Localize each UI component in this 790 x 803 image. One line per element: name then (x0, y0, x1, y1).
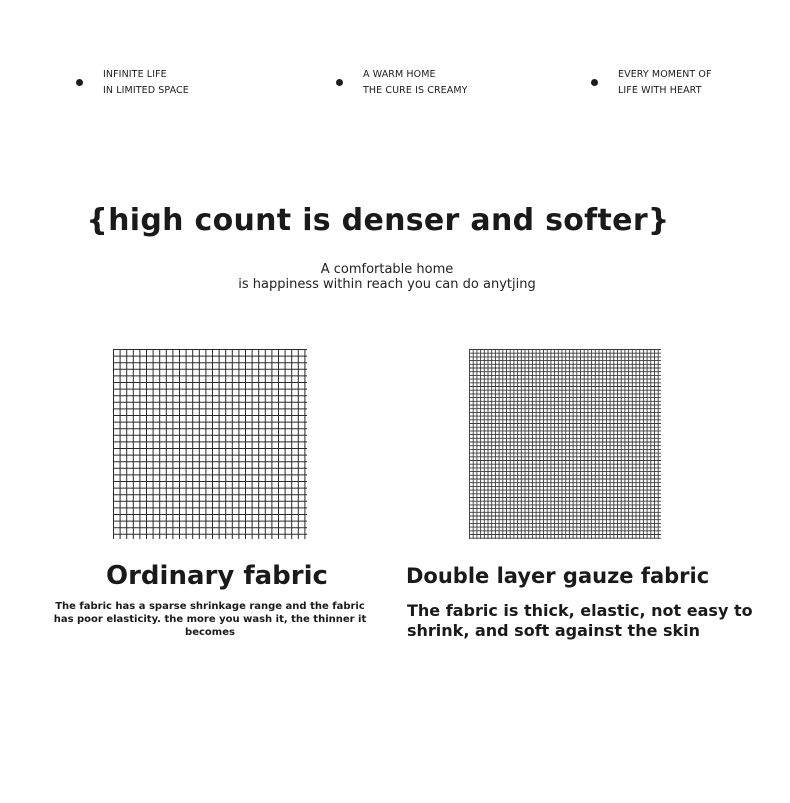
tagline-line: INFINITE LIFE (103, 69, 167, 80)
ordinary-fabric-title: Ordinary fabric (106, 561, 328, 591)
ordinary-fabric-description: The fabric has a sparse shrinkage range and the fabric has poor elasticity. the more you wash it, the thinner it becomes (53, 601, 367, 638)
gauze-fabric-title: Double layer gauze fabric (406, 564, 710, 588)
bullet-dot (76, 79, 83, 86)
tagline-warm-home (336, 67, 468, 99)
tagline-every-moment (591, 67, 712, 99)
subheadline-line: is happiness within reach you can do anytjing (238, 277, 536, 292)
headline: {high count is denser and softer} (86, 203, 670, 238)
gauze-fabric-description: The fabric is thick, elastic, not easy to shrink, and soft against the skin (407, 601, 753, 640)
bullet-dot (591, 79, 598, 86)
subheadline-line: A comfortable home (320, 262, 454, 277)
ordinary-fabric-grid-image (113, 349, 307, 539)
tagline-line: THE CURE IS CREAMY (363, 85, 468, 96)
tagline-line: EVERY MOMENT OF (618, 69, 712, 80)
tagline-infinite-life (76, 67, 189, 99)
bullet-dot (336, 79, 343, 86)
tagline-line: LIFE WITH HEART (618, 85, 702, 96)
tagline-line: IN LIMITED SPACE (103, 85, 189, 96)
gauze-fabric-grid-image (469, 349, 661, 539)
subheadline (0, 262, 774, 292)
tagline-line: A WARM HOME (363, 69, 436, 80)
